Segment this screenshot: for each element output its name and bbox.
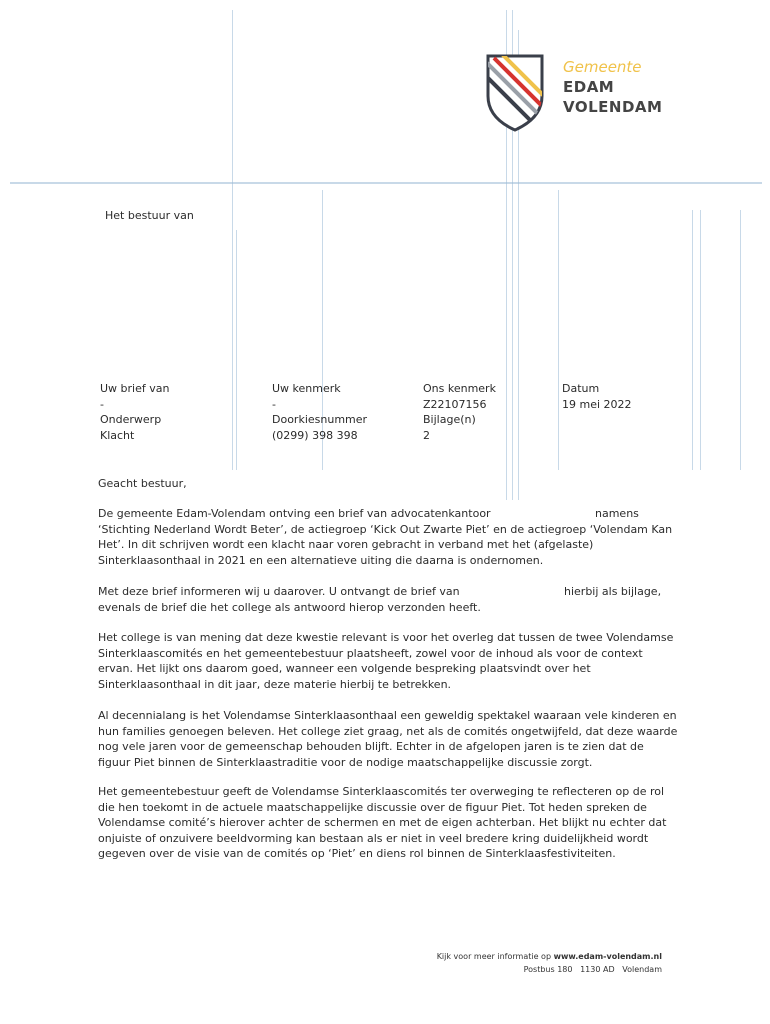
paragraph-line: hierbij als bijlage,	[564, 585, 662, 598]
paragraph-line: Sinterklaasonthaal in dit jaar, deze materie hierbij te betrekken.	[98, 677, 452, 691]
scan-artifact-vertical	[692, 210, 693, 470]
meta-label-uw-brief-van: Uw brief van	[100, 382, 170, 395]
meta-column-your-reference	[272, 381, 367, 443]
meta-value-uw-kenmerk: -	[272, 397, 276, 411]
paragraph-line: Het’. In dit schrijven wordt een klacht naar voren gebracht in verband met het (afgelaste)	[98, 538, 594, 551]
meta-column-date	[562, 381, 632, 412]
paragraph-line: figuur Piet binnen de Sinterklaastraditie voor de nodige maatschappelijke discussie zorgt.	[98, 755, 593, 769]
paragraph-5	[98, 784, 678, 862]
logo-label-gemeente: Gemeente	[563, 58, 642, 76]
paragraph-line: ‘Stichting Nederland Wordt Beter’, de actiegroep ‘Kick Out Zwarte Piet’ en de actiegroep ‘Volendam Kan	[98, 522, 673, 536]
paragraph-line: Sinterklaascomités en het gemeentebestuur plaatsheeft, zowel voor de inhoud als voor de context	[98, 646, 643, 660]
paragraph-line: De gemeente Edam-Volendam ontving een brief van advocatenkantoor	[98, 507, 491, 520]
paragraph-line: Sinterklaasonthaal in 2021 en een alternatieve uiting die daarna is ondernomen.	[98, 553, 544, 567]
scan-artifact-horizontal	[10, 182, 762, 184]
logo-label-volendam: VOLENDAM	[563, 98, 663, 116]
paragraph-line: ervan. Het lijkt ons daarom goed, wanneer een volgende bespreking plaatsvindt over het	[98, 662, 591, 675]
paragraph-line: namens	[595, 507, 639, 520]
paragraph-line: Het college is van mening dat deze kwestie relevant is voor het overleg dat tussen de twee Volendamse	[98, 631, 674, 644]
meta-label-uw-kenmerk: Uw kenmerk	[272, 382, 341, 395]
meta-label-datum: Datum	[562, 382, 600, 395]
footer-info-prefix: Kijk voor meer informatie op	[436, 952, 554, 961]
meta-value-uw-brief-van: -	[100, 397, 104, 411]
paragraph-4	[98, 708, 678, 770]
paragraph-line: Het gemeentebestuur geeft de Volendamse Sinterklaascomités ter overweging te reflecteren op de rol	[98, 785, 665, 798]
logo-label-edam: EDAM	[563, 78, 615, 96]
scan-artifact-vertical	[740, 210, 741, 470]
paragraph-line: die hen toekomt in de actuele maatschappelijke discussie over de figuur Piet. Tot heden spreken de	[98, 800, 647, 814]
footer-info-line	[437, 950, 662, 963]
meta-value-bijlagen: 2	[423, 428, 430, 442]
footer	[437, 950, 662, 976]
meta-label-bijlagen: Bijlage(n)	[423, 413, 476, 426]
meta-label-ons-kenmerk: Ons kenmerk	[423, 382, 496, 395]
meta-value-doorkiesnummer: (0299) 398 398	[272, 428, 358, 442]
paragraph-line: gegeven over de visie van de comités op ‘Piet’ en diens rol binnen de Sinterklaasfestiviteiten.	[98, 847, 616, 860]
meta-value-datum: 19 mei 2022	[562, 397, 632, 411]
salutation-text: Geacht bestuur,	[98, 477, 187, 490]
paragraph-line: hun families genoegen beleven. Het college ziet graag, net als de comités ongetwijfeld, dat deze waarde	[98, 724, 678, 738]
paragraph-2	[98, 584, 678, 615]
paragraph-line: Al decennialang is het Volendamse Sinterklaasonthaal een geweldig spektakel waaraan vele kinderen en	[98, 709, 677, 722]
paragraph-line: evenals de brief die het college als antwoord hierop verzonden heeft.	[98, 600, 481, 614]
paragraph-3	[98, 630, 678, 692]
meta-label-doorkiesnummer: Doorkiesnummer	[272, 413, 368, 426]
scan-artifact-vertical	[232, 10, 233, 470]
meta-value-onderwerp: Klacht	[100, 428, 135, 442]
salutation	[98, 476, 678, 492]
paragraph-line: Volendamse comité’s hierover achter de schermen en met de eigen achterban. Het blijkt nu echter dat	[98, 816, 667, 829]
meta-column-our-reference	[423, 381, 496, 443]
footer-website-link[interactable]: www.edam-volendam.nl	[553, 952, 662, 961]
scan-artifact-vertical	[236, 230, 237, 470]
meta-column-your-letter	[100, 381, 169, 443]
scan-artifact-vertical	[700, 210, 701, 470]
meta-label-onderwerp: Onderwerp	[100, 413, 162, 426]
paragraph-1	[98, 506, 678, 568]
municipality-shield-logo	[484, 52, 546, 132]
paragraph-line: nog vele jaren voor de gemeenschap behouden blijft. Echter in de afgelopen jaren is te zien dat de	[98, 740, 644, 753]
paragraph-line: Met deze brief informeren wij u daarover. U ontvangt de brief van	[98, 585, 460, 598]
paragraph-line: onjuiste of onzuivere beeldvorming kan bestaan als er niet in veel bredere kring duidelijkheid wordt	[98, 831, 649, 845]
meta-value-ons-kenmerk: Z22107156	[423, 397, 487, 411]
addressee: Het bestuur van	[105, 209, 194, 222]
footer-address: Postbus 180 1130 AD Volendam	[523, 965, 662, 974]
municipality-wordmark	[563, 57, 662, 117]
scan-artifact-vertical	[558, 190, 559, 470]
